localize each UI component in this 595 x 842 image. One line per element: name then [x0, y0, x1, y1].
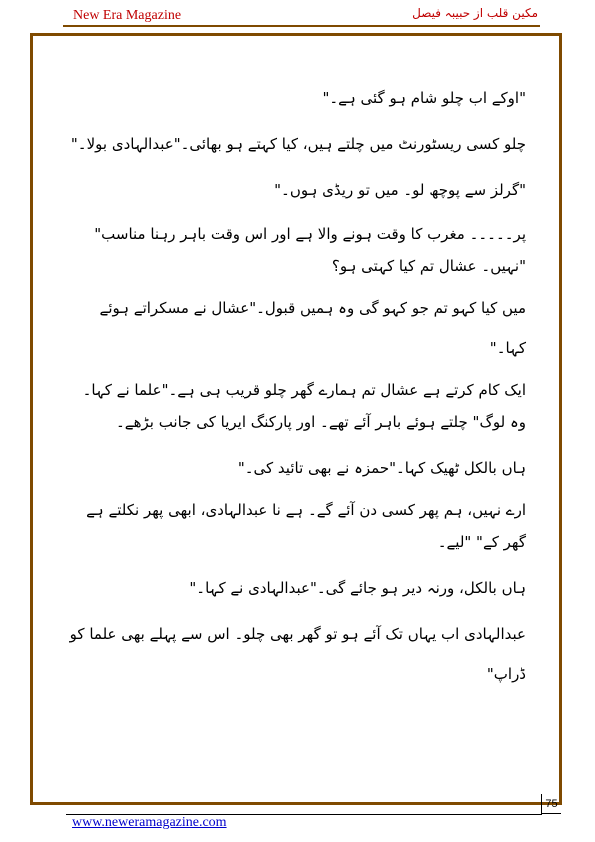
paragraph: ارے نہیں، ہم پھر کسی دن آئے گے۔ ہے نا عبدالہادی، ابھی پھر نکلتے ہے گھر کے" "لیے۔	[86, 501, 526, 551]
paragraph: چلو کسی ریسٹورنٹ میں چلتے ہیں، کیا کہتے ہو بھائی۔"عبدالہادی بولا۔"	[70, 135, 526, 153]
paragraph: "گرلز سے پوچھ لو۔ میں تو ریڈی ہوں۔"	[274, 181, 526, 199]
paragraph: ایک کام کرتے ہے عشال تم ہمارے گھر چلو قریب ہی ہے۔"علما نے کہا۔ وہ لوگ" چلتے ہوئے باہر آئے تھے۔ اور پارکنگ ایریا کی جانب بڑھے۔	[82, 381, 526, 431]
story-text	[66, 78, 526, 694]
paragraph: میں کیا کہو تم جو کہو گی وہ ہمیں قبول۔"عشال نے مسکراتے ہوئے کہا۔"	[99, 299, 526, 357]
paragraph: ہاں بالکل ٹھیک کہا۔"حمزہ نے بھی تائید کی۔"	[237, 459, 526, 477]
paragraph: "اوکے اب چلو شام ہو گئی ہے۔"	[322, 89, 526, 107]
paragraph: عبدالہادی اب یہاں تک آئے ہو تو گھر بھی چلو۔ اس سے پہلے بھی علما کو ڈراپ"	[69, 625, 526, 683]
paragraph: ہاں بالکل، ورنہ دیر ہو جائے گی۔"عبدالہادی نے کہا۔"	[189, 579, 526, 597]
story-title: مکین قلب از حبیبہ فیصل	[412, 6, 538, 20]
header-divider	[63, 25, 540, 27]
magazine-name: New Era Magazine	[73, 8, 182, 23]
paragraph: پر۔۔۔۔۔ مغرب کا وقت ہونے والا ہے اور اس وقت باہر رہنا مناسب" "نہیں۔ عشال تم کیا کہتی ہو؟	[94, 225, 526, 275]
footer-website-link[interactable]: www.neweramagazine.com	[72, 815, 227, 830]
page-number: 75	[541, 794, 561, 814]
